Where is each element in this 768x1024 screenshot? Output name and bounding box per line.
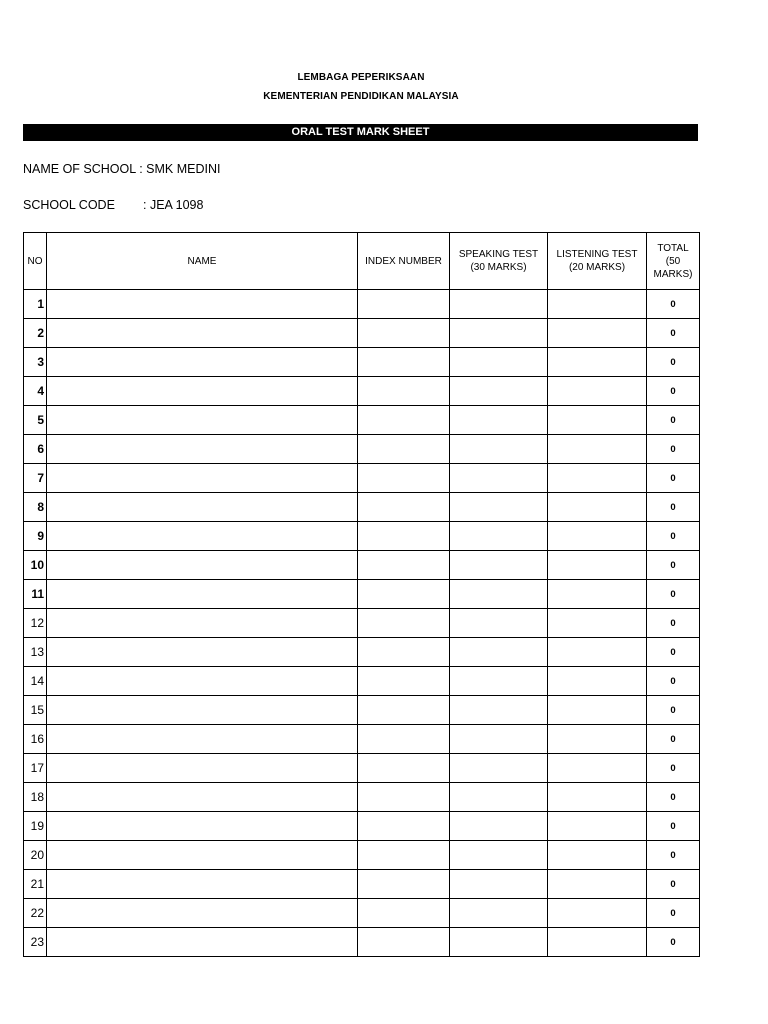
speaking-mark-cell[interactable] bbox=[450, 754, 548, 783]
listening-mark-cell[interactable] bbox=[548, 348, 647, 377]
index-number-cell[interactable] bbox=[358, 580, 450, 609]
row-number: 14 bbox=[24, 667, 47, 696]
table-row bbox=[24, 812, 700, 841]
name-cell[interactable] bbox=[47, 406, 358, 435]
index-number-cell[interactable] bbox=[358, 725, 450, 754]
index-number-cell[interactable] bbox=[358, 522, 450, 551]
row-number: 19 bbox=[24, 812, 47, 841]
table-row bbox=[24, 870, 700, 899]
speaking-mark-cell[interactable] bbox=[450, 783, 548, 812]
listening-mark-cell[interactable] bbox=[548, 290, 647, 319]
total-cell: 0 bbox=[647, 870, 700, 899]
speaking-mark-cell[interactable] bbox=[450, 928, 548, 957]
index-number-cell[interactable] bbox=[358, 406, 450, 435]
header-line-2: KEMENTERIAN PENDIDIKAN MALAYSIA bbox=[263, 91, 459, 102]
speaking-mark-cell[interactable] bbox=[450, 870, 548, 899]
table-row bbox=[24, 319, 700, 348]
table-row bbox=[24, 754, 700, 783]
total-cell: 0 bbox=[647, 493, 700, 522]
row-number: 5 bbox=[24, 406, 47, 435]
index-number-cell[interactable] bbox=[358, 551, 450, 580]
row-number: 23 bbox=[24, 928, 47, 957]
row-number: 8 bbox=[24, 493, 47, 522]
total-cell: 0 bbox=[647, 928, 700, 957]
listening-mark-cell[interactable] bbox=[548, 406, 647, 435]
total-cell: 0 bbox=[647, 522, 700, 551]
index-number-cell[interactable] bbox=[358, 783, 450, 812]
index-number-cell[interactable] bbox=[358, 435, 450, 464]
row-number: 12 bbox=[24, 609, 47, 638]
name-cell[interactable] bbox=[47, 435, 358, 464]
row-number: 10 bbox=[24, 551, 47, 580]
name-cell[interactable] bbox=[47, 928, 358, 957]
listening-mark-cell[interactable] bbox=[548, 783, 647, 812]
row-number: 2 bbox=[24, 319, 47, 348]
table-row bbox=[24, 551, 700, 580]
col-header-total: TOTAL (50 MARKS) bbox=[647, 233, 700, 290]
speaking-mark-cell[interactable] bbox=[450, 696, 548, 725]
table-row bbox=[24, 725, 700, 754]
speaking-mark-cell[interactable] bbox=[450, 290, 548, 319]
total-cell: 0 bbox=[647, 609, 700, 638]
total-cell: 0 bbox=[647, 406, 700, 435]
listening-mark-cell[interactable] bbox=[548, 464, 647, 493]
name-cell[interactable] bbox=[47, 841, 358, 870]
total-cell: 0 bbox=[647, 319, 700, 348]
index-number-cell[interactable] bbox=[358, 348, 450, 377]
total-cell: 0 bbox=[647, 812, 700, 841]
table-row bbox=[24, 377, 700, 406]
speaking-mark-cell[interactable] bbox=[450, 812, 548, 841]
speaking-mark-cell[interactable] bbox=[450, 551, 548, 580]
index-number-cell[interactable] bbox=[358, 812, 450, 841]
index-number-cell[interactable] bbox=[358, 609, 450, 638]
index-number-cell[interactable] bbox=[358, 290, 450, 319]
speaking-mark-cell[interactable] bbox=[450, 725, 548, 754]
school-code-value: : JEA 1098 bbox=[143, 198, 204, 212]
total-cell: 0 bbox=[647, 754, 700, 783]
name-cell[interactable] bbox=[47, 696, 358, 725]
listening-mark-cell[interactable] bbox=[548, 377, 647, 406]
index-number-cell[interactable] bbox=[358, 667, 450, 696]
speaking-mark-cell[interactable] bbox=[450, 522, 548, 551]
row-number: 6 bbox=[24, 435, 47, 464]
speaking-mark-cell[interactable] bbox=[450, 348, 548, 377]
name-cell[interactable] bbox=[47, 493, 358, 522]
speaking-mark-cell[interactable] bbox=[450, 377, 548, 406]
row-number: 9 bbox=[24, 522, 47, 551]
listening-mark-cell[interactable] bbox=[548, 580, 647, 609]
table-row bbox=[24, 783, 700, 812]
listening-mark-cell[interactable] bbox=[548, 754, 647, 783]
row-number: 20 bbox=[24, 841, 47, 870]
table-row bbox=[24, 928, 700, 957]
name-cell[interactable] bbox=[47, 754, 358, 783]
index-number-cell[interactable] bbox=[358, 493, 450, 522]
col-header-name: NAME bbox=[47, 233, 358, 290]
name-cell[interactable] bbox=[47, 667, 358, 696]
speaking-mark-cell[interactable] bbox=[450, 406, 548, 435]
listening-mark-cell[interactable] bbox=[548, 812, 647, 841]
speaking-mark-cell[interactable] bbox=[450, 841, 548, 870]
listening-mark-cell[interactable] bbox=[548, 899, 647, 928]
speaking-mark-cell[interactable] bbox=[450, 638, 548, 667]
row-number: 16 bbox=[24, 725, 47, 754]
speaking-mark-cell[interactable] bbox=[450, 464, 548, 493]
name-cell[interactable] bbox=[47, 464, 358, 493]
name-cell[interactable] bbox=[47, 609, 358, 638]
index-number-cell[interactable] bbox=[358, 696, 450, 725]
table-row bbox=[24, 667, 700, 696]
listening-mark-cell[interactable] bbox=[548, 841, 647, 870]
listening-mark-cell[interactable] bbox=[548, 928, 647, 957]
table-row bbox=[24, 522, 700, 551]
row-number: 21 bbox=[24, 870, 47, 899]
speaking-mark-cell[interactable] bbox=[450, 319, 548, 348]
school-code-label: SCHOOL CODE bbox=[23, 198, 115, 212]
listening-mark-cell[interactable] bbox=[548, 667, 647, 696]
total-cell: 0 bbox=[647, 435, 700, 464]
name-cell[interactable] bbox=[47, 725, 358, 754]
total-cell: 0 bbox=[647, 638, 700, 667]
sheet-title-bar: ORAL TEST MARK SHEET bbox=[23, 124, 698, 141]
school-name: NAME OF SCHOOL : SMK MEDINI bbox=[23, 162, 221, 176]
col-header-listening: LISTENING TEST (20 MARKS) bbox=[548, 233, 647, 290]
index-number-cell[interactable] bbox=[358, 319, 450, 348]
speaking-mark-cell[interactable] bbox=[450, 435, 548, 464]
table-row bbox=[24, 696, 700, 725]
name-cell[interactable] bbox=[47, 522, 358, 551]
speaking-mark-cell[interactable] bbox=[450, 580, 548, 609]
table-row bbox=[24, 493, 700, 522]
row-number: 3 bbox=[24, 348, 47, 377]
total-cell: 0 bbox=[647, 348, 700, 377]
name-cell[interactable] bbox=[47, 551, 358, 580]
row-number: 22 bbox=[24, 899, 47, 928]
name-cell[interactable] bbox=[47, 899, 358, 928]
total-cell: 0 bbox=[647, 696, 700, 725]
listening-mark-cell[interactable] bbox=[548, 319, 647, 348]
listening-mark-cell[interactable] bbox=[548, 435, 647, 464]
table-row bbox=[24, 435, 700, 464]
name-cell[interactable] bbox=[47, 580, 358, 609]
col-header-index: INDEX NUMBER bbox=[358, 233, 450, 290]
index-number-cell[interactable] bbox=[358, 899, 450, 928]
total-cell: 0 bbox=[647, 667, 700, 696]
row-number: 18 bbox=[24, 783, 47, 812]
row-number: 17 bbox=[24, 754, 47, 783]
total-cell: 0 bbox=[647, 899, 700, 928]
name-cell[interactable] bbox=[47, 290, 358, 319]
total-cell: 0 bbox=[647, 841, 700, 870]
mark-sheet-table bbox=[23, 232, 700, 957]
listening-mark-cell[interactable] bbox=[548, 725, 647, 754]
name-cell[interactable] bbox=[47, 870, 358, 899]
index-number-cell[interactable] bbox=[358, 377, 450, 406]
row-number: 11 bbox=[24, 580, 47, 609]
speaking-mark-cell[interactable] bbox=[450, 493, 548, 522]
listening-mark-cell[interactable] bbox=[548, 493, 647, 522]
total-cell: 0 bbox=[647, 725, 700, 754]
name-cell[interactable] bbox=[47, 783, 358, 812]
total-cell: 0 bbox=[647, 377, 700, 406]
table-row bbox=[24, 580, 700, 609]
table-row bbox=[24, 638, 700, 667]
listening-mark-cell[interactable] bbox=[548, 551, 647, 580]
table-row bbox=[24, 899, 700, 928]
table-row bbox=[24, 348, 700, 377]
row-number: 4 bbox=[24, 377, 47, 406]
col-header-no: NO bbox=[24, 233, 47, 290]
table-header-row bbox=[24, 233, 700, 290]
row-number: 15 bbox=[24, 696, 47, 725]
index-number-cell[interactable] bbox=[358, 928, 450, 957]
table-row bbox=[24, 464, 700, 493]
listening-mark-cell[interactable] bbox=[548, 522, 647, 551]
name-cell[interactable] bbox=[47, 812, 358, 841]
col-header-speaking: SPEAKING TEST (30 MARKS) bbox=[450, 233, 548, 290]
table-row bbox=[24, 841, 700, 870]
row-number: 7 bbox=[24, 464, 47, 493]
total-cell: 0 bbox=[647, 464, 700, 493]
listening-mark-cell[interactable] bbox=[548, 609, 647, 638]
total-cell: 0 bbox=[647, 551, 700, 580]
listening-mark-cell[interactable] bbox=[548, 638, 647, 667]
index-number-cell[interactable] bbox=[358, 841, 450, 870]
table-row bbox=[24, 609, 700, 638]
name-cell[interactable] bbox=[47, 377, 358, 406]
index-number-cell[interactable] bbox=[358, 464, 450, 493]
school-code bbox=[23, 198, 204, 212]
total-cell: 0 bbox=[647, 783, 700, 812]
total-cell: 0 bbox=[647, 580, 700, 609]
name-cell[interactable] bbox=[47, 319, 358, 348]
header-line-1: LEMBAGA PEPERIKSAAN bbox=[297, 72, 425, 83]
table-row bbox=[24, 406, 700, 435]
index-number-cell[interactable] bbox=[358, 870, 450, 899]
speaking-mark-cell[interactable] bbox=[450, 899, 548, 928]
table-row bbox=[24, 290, 700, 319]
index-number-cell[interactable] bbox=[358, 638, 450, 667]
index-number-cell[interactable] bbox=[358, 754, 450, 783]
row-number: 13 bbox=[24, 638, 47, 667]
listening-mark-cell[interactable] bbox=[548, 696, 647, 725]
total-cell: 0 bbox=[647, 290, 700, 319]
row-number: 1 bbox=[24, 290, 47, 319]
name-cell[interactable] bbox=[47, 638, 358, 667]
name-cell[interactable] bbox=[47, 348, 358, 377]
speaking-mark-cell[interactable] bbox=[450, 609, 548, 638]
listening-mark-cell[interactable] bbox=[548, 870, 647, 899]
speaking-mark-cell[interactable] bbox=[450, 667, 548, 696]
